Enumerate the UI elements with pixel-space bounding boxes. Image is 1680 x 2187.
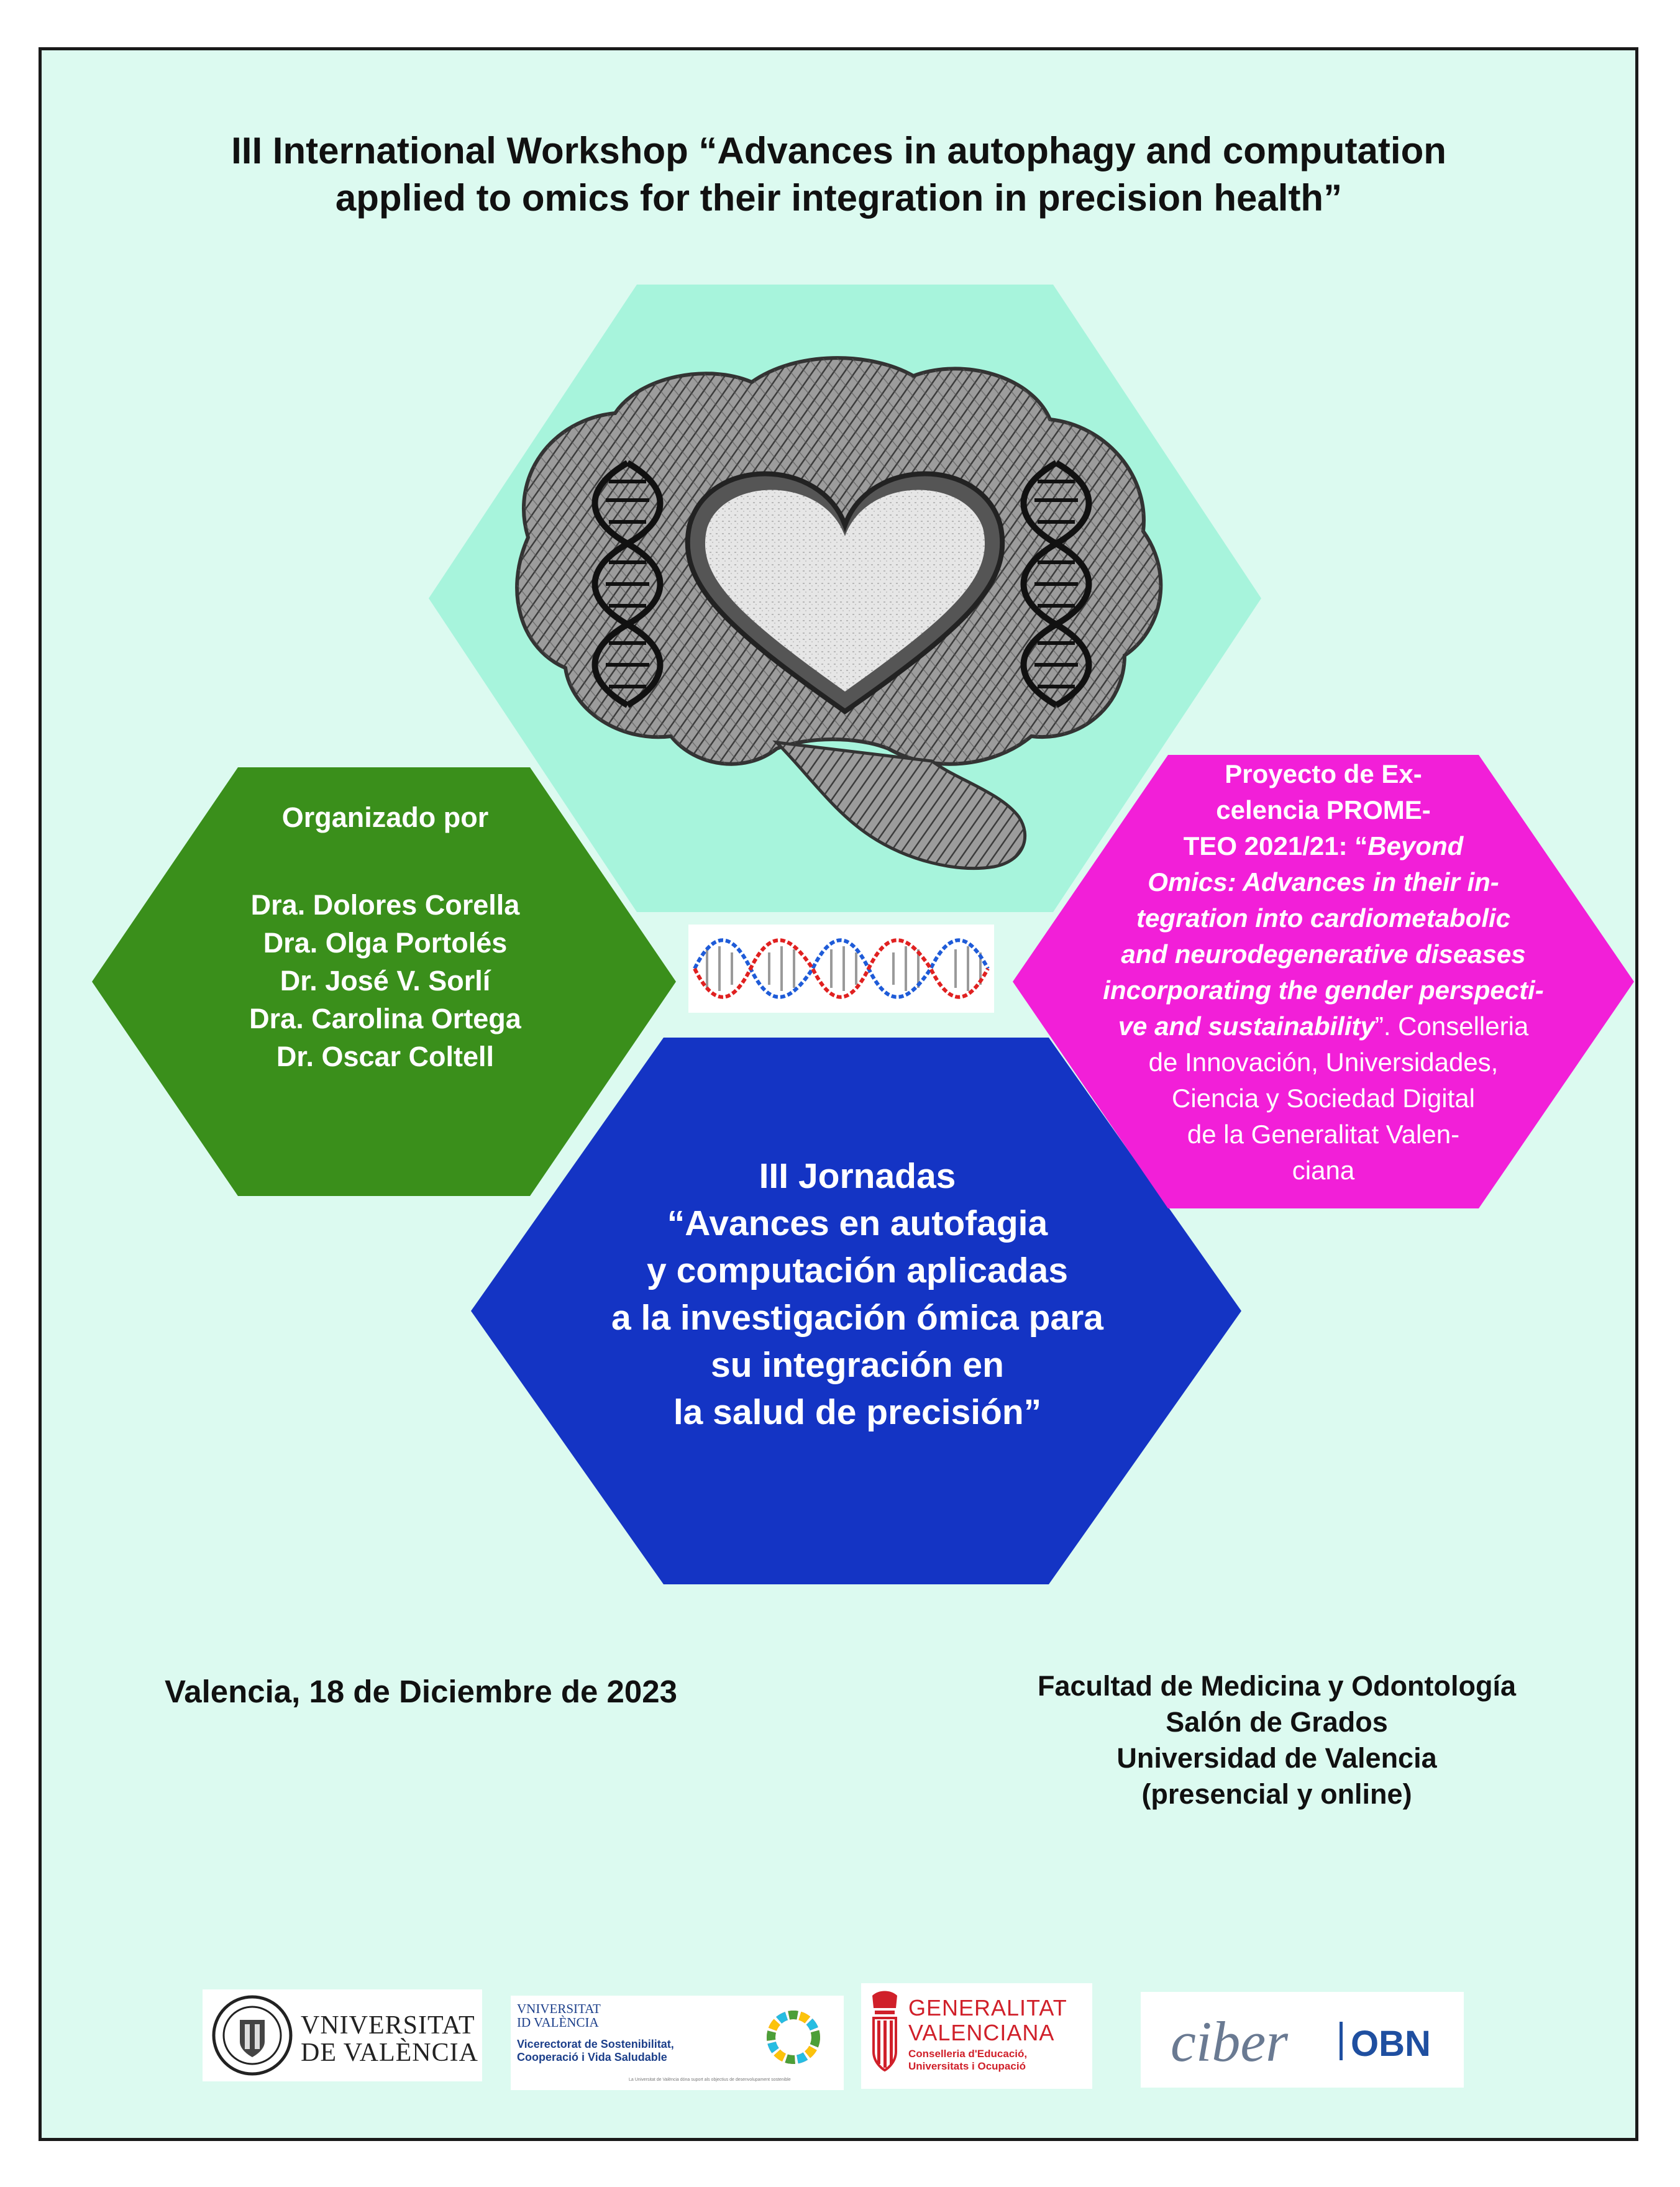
sdg-wheel-icon [765, 2009, 821, 2065]
vs-tiny-note: La Universitat de València dóna suport als objectius de desenvolupament sostenible [629, 2078, 791, 2082]
jornadas-line: su integración en [711, 1345, 1004, 1385]
project-line-part: ve and sustainability [1118, 1011, 1375, 1041]
gv-name-line: GENERALITAT [908, 1995, 1067, 2020]
venue-line: Facultad de Medicina y Odontología [1037, 1670, 1517, 1702]
vs-name-line: ID VALÈNCIA [517, 2015, 599, 2030]
organizer-name: Dra. Carolina Ortega [249, 1003, 521, 1034]
organizer-name: Dra. Dolores Corella [250, 889, 520, 921]
project-line-part: TEO 2021/21: “ [1183, 831, 1368, 861]
project-line: incorporating the gender perspecti- [1103, 975, 1544, 1005]
jornadas-line: y computación aplicadas [647, 1251, 1068, 1290]
gv-sub-line: Universitats i Ocupació [908, 2060, 1026, 2072]
jornadas-line: III Jornadas [759, 1156, 956, 1196]
dna-double-helix-icon [688, 925, 994, 1013]
jornadas-line: “Avances en autofagia [667, 1203, 1048, 1243]
uv-name [301, 2012, 478, 2066]
obn-wordmark: OBN [1351, 2024, 1431, 2064]
university-seal-icon [209, 1992, 296, 2079]
project-line: and neurodegenerative diseases [1121, 939, 1526, 969]
jornadas-line: la salud de precisión” [673, 1392, 1042, 1432]
vicerectorat-logo [511, 1996, 844, 2090]
event-date: Valencia, 18 de Diciembre de 2023 [165, 1674, 677, 1709]
title-line-2: applied to omics for their integration in precision health” [335, 177, 1343, 219]
vs-name-line: VNIVERSITAT [517, 2001, 601, 2016]
venue-block [957, 1668, 1597, 1812]
project-line-part: ”. Conselleria [1374, 1011, 1529, 1041]
generalitat-valenciana-logo [861, 1983, 1092, 2089]
gv-sub-line: Conselleria d'Educació, [908, 2048, 1028, 2060]
ciber-wordmark: ciber [1171, 2010, 1289, 2073]
project-line: ciana [1292, 1156, 1355, 1185]
ciber-obn-logo [1141, 1992, 1464, 2088]
project-line: Ciencia y Sociedad Digital [1172, 1084, 1475, 1113]
dna-strip-image [688, 925, 994, 1013]
venue-line: (presencial y online) [1141, 1778, 1412, 1810]
venue-line: Salón de Grados [1166, 1706, 1388, 1738]
project-line [1019, 1008, 1628, 1044]
project-line: Proyecto de Ex- [1225, 759, 1422, 788]
project-line [1019, 828, 1628, 864]
project-block [1019, 756, 1628, 1189]
organizer-name: Dra. Olga Portolés [263, 927, 508, 959]
organizers-block [162, 798, 609, 1075]
venue-line: Universidad de Valencia [1116, 1742, 1437, 1774]
title-line-1: III International Workshop “Advances in autophagy and computation [231, 130, 1446, 171]
universitat-valencia-logo [203, 1989, 482, 2081]
project-line: de Innovación, Universidades, [1148, 1048, 1499, 1077]
gv-name-line: VALENCIANA [908, 2020, 1055, 2045]
vs-sub-line: Cooperació i Vida Saludable [517, 2051, 667, 2063]
uv-name-line: DE VALÈNCIA [301, 2039, 478, 2067]
vs-sub-line: Vicerectorat de Sostenibilitat, [517, 2038, 674, 2050]
project-line-part: Beyond [1367, 831, 1464, 861]
uv-name-line: VNIVERSITAT [301, 2011, 475, 2040]
organizer-name: Dr. José V. Sorlí [280, 965, 491, 997]
project-line: Omics: Advances in their in- [1148, 867, 1499, 897]
jornadas-line: a la investigación ómica para [611, 1298, 1103, 1338]
generalitat-emblem-icon [866, 1989, 903, 2083]
project-line: de la Generalitat Valen- [1187, 1120, 1460, 1149]
logo-separator [1340, 2022, 1343, 2060]
project-line: tegration into cardiometabolic [1136, 903, 1511, 933]
workshop-title [112, 127, 1566, 222]
project-line: celencia PROME- [1216, 795, 1431, 824]
organizer-name: Dr. Oscar Coltell [276, 1041, 495, 1072]
jornadas-block [478, 1153, 1236, 1436]
organizers-heading: Organizado por [281, 801, 489, 833]
